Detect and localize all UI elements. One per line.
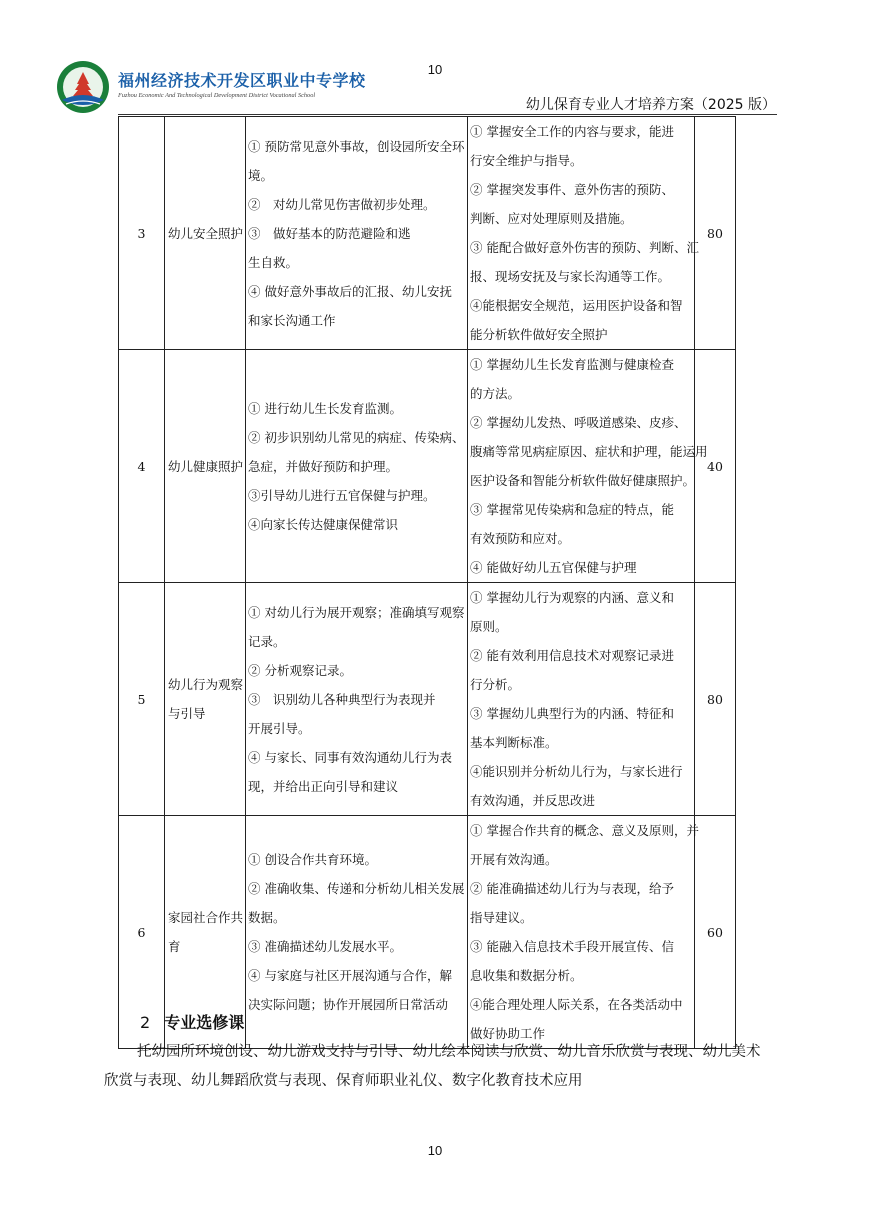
skill-item: ④向家长传达健康保健常识 [248, 516, 399, 532]
knowledge-item: ② 掌握突发事件、意外伤害的预防、 [470, 182, 674, 197]
knowledge-item: ① 掌握合作共育的概念、意义及原则，并 [470, 823, 699, 838]
knowledge-item: 指导建议。 [470, 910, 533, 925]
skill-item: ③ 准确描述幼儿发展水平。 [248, 939, 402, 954]
skill-item: 开展引导。 [248, 720, 311, 736]
course-name-cell: 幼儿行为观察与引导 [165, 583, 246, 816]
page-number-bottom: 10 [427, 1143, 443, 1158]
skill-item: ① 创设合作共育环境。 [248, 852, 377, 867]
skill-item: 和家长沟通工作 [248, 312, 336, 328]
curriculum-table [118, 116, 736, 1049]
knowledge-item: 行分析。 [470, 677, 521, 692]
course-number-cell: 3 [119, 117, 165, 350]
skill-item: ② 初步识别幼儿常见的病症、传染病、 [248, 429, 465, 445]
knowledge-item: 能分析软件做好安全照护 [470, 327, 608, 342]
course-number-cell: 4 [119, 350, 165, 583]
knowledge-item: ④能根据安全规范，运用医护设备和智 [470, 298, 683, 313]
table-row [119, 583, 736, 816]
knowledge-item: ③ 能配合做好意外伤害的预防、判断、汇 [470, 240, 699, 255]
hours-cell: 80 [695, 117, 736, 350]
skill-item: ② 对幼儿常见伤害做初步处理。 [248, 196, 436, 212]
skill-item: ① 预防常见意外事故，创设园所安全环 [248, 138, 465, 154]
skill-item: 数据。 [248, 910, 286, 925]
course-number-cell: 6 [119, 816, 165, 1049]
skill-item: ② 分析观察记录。 [248, 662, 352, 678]
course-name-cell: 幼儿健康照护 [165, 350, 246, 583]
skill-item: ③ 做好基本的防范避险和逃 [248, 225, 411, 241]
knowledge-requirements-cell [468, 583, 695, 816]
document-title: 幼儿保育专业人才培养方案（2025 版） [525, 97, 776, 113]
skill-item: 急症，并做好预防和护理。 [248, 458, 399, 474]
skill-requirements-cell [246, 117, 468, 350]
skill-item: ④ 做好意外事故后的汇报、幼儿安抚 [248, 283, 452, 299]
header-divider [118, 114, 777, 115]
knowledge-item: ① 掌握安全工作的内容与要求，能进 [470, 124, 674, 139]
knowledge-item: ② 能准确描述幼儿行为与表现，给予 [470, 881, 674, 896]
school-name-en: Fuzhou Economic And Technological Development District Vocational School [118, 92, 316, 99]
skill-item: ③ 识别幼儿各种典型行为表现并 [248, 691, 436, 707]
skill-item: ④ 与家长、同事有效沟通幼儿行为表 [248, 749, 452, 765]
knowledge-item: 原则。 [470, 619, 508, 634]
table-row [119, 350, 736, 583]
knowledge-item: 开展有效沟通。 [470, 852, 558, 867]
knowledge-item: ④ 能做好幼儿五官保健与护理 [470, 560, 637, 575]
knowledge-item: ① 掌握幼儿生长发育监测与健康检查 [470, 357, 674, 372]
course-number-cell: 5 [119, 583, 165, 816]
section-number: 2 [140, 1013, 151, 1032]
knowledge-item: ④能识别并分析幼儿行为，与家长进行 [470, 764, 683, 779]
knowledge-item: 腹痛等常见病症原因、症状和护理，能运用 [470, 444, 708, 459]
skill-item: ② 准确收集、传递和分析幼儿相关发展 [248, 881, 465, 896]
knowledge-requirements-cell [468, 816, 699, 1049]
skill-item: 现，并给出正向引导和建议 [248, 778, 399, 794]
knowledge-item: 报、现场安抚及与家长沟通等工作。 [470, 269, 671, 284]
hours-cell: 60 [695, 816, 736, 1049]
school-name-cn: 福州经济技术开发区职业中专学校 [118, 71, 366, 90]
course-name-cell: 幼儿安全照护 [165, 117, 246, 350]
skill-item: ① 对幼儿行为展开观察；准确填写观察 [248, 604, 465, 620]
knowledge-item: ③ 掌握常见传染病和急症的特点，能 [470, 502, 674, 517]
hours-cell: 80 [695, 583, 736, 816]
skill-item: ① 进行幼儿生长发育监测。 [248, 400, 402, 416]
course-name-cell: 家园社合作共育 [165, 816, 246, 1049]
knowledge-item: 做好协助工作 [470, 1026, 546, 1041]
skill-requirements-cell [246, 816, 468, 1049]
section-paragraph: 托幼园所环境创设、幼儿游戏支持与引导、幼儿绘本阅读与欣赏、幼儿音乐欣赏与表现、幼儿美术欣赏与表现、幼儿舞蹈欣赏与表现、保育师职业礼仪、数字化教育技术应用 [104, 1044, 761, 1089]
knowledge-item: 医护设备和智能分析软件做好健康照护。 [470, 473, 696, 488]
knowledge-item: ③ 掌握幼儿典型行为的内涵、特征和 [470, 706, 674, 721]
knowledge-item: ③ 能融入信息技术手段开展宣传、信 [470, 939, 674, 954]
knowledge-item: 的方法。 [470, 386, 521, 401]
section-title: 专业选修课 [164, 1013, 245, 1032]
knowledge-item: ① 掌握幼儿行为观察的内涵、意义和 [470, 590, 674, 605]
knowledge-item: ② 掌握幼儿发热、呼吸道感染、皮疹、 [470, 415, 687, 430]
skill-requirements-cell [246, 583, 468, 816]
school-emblem-icon [56, 60, 110, 114]
skill-item: 生自救。 [248, 254, 299, 270]
knowledge-item: 基本判断标准。 [470, 735, 558, 750]
knowledge-item: 行安全维护与指导。 [470, 153, 583, 168]
knowledge-item: 有效预防和应对。 [470, 531, 571, 546]
page-number-top: 10 [427, 62, 443, 77]
section-heading [140, 1010, 244, 1033]
knowledge-item: 息收集和数据分析。 [470, 968, 583, 983]
skill-item: 决实际问题；协作开展园所日常活动 [248, 997, 449, 1012]
knowledge-requirements-cell [468, 117, 699, 350]
knowledge-item: 判断、应对处理原则及措施。 [470, 211, 633, 226]
skill-item: 境。 [248, 167, 274, 183]
table-row [119, 117, 736, 350]
skill-item: 记录。 [248, 633, 286, 649]
skill-item: ④ 与家庭与社区开展沟通与合作，解 [248, 968, 452, 983]
hours-cell: 40 [695, 350, 736, 583]
school-logo [56, 60, 366, 116]
knowledge-item: ④能合理处理人际关系，在各类活动中 [470, 997, 683, 1012]
knowledge-requirements-cell [468, 350, 708, 583]
knowledge-item: ② 能有效利用信息技术对观察记录进 [470, 648, 674, 663]
skill-requirements-cell [246, 350, 468, 583]
knowledge-item: 有效沟通，并反思改进 [470, 793, 596, 808]
skill-item: ③引导幼儿进行五官保健与护理。 [248, 487, 436, 503]
